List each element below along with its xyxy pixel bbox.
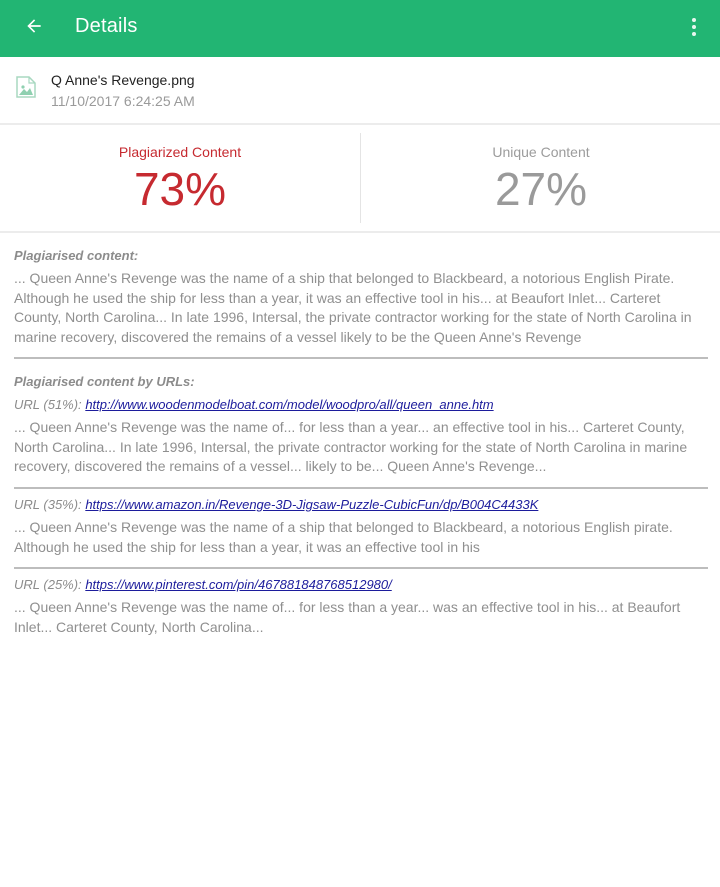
app-bar xyxy=(0,0,720,57)
more-vert-dot xyxy=(692,25,696,29)
url-result-2 xyxy=(14,492,708,557)
divider xyxy=(14,357,708,359)
plagiarised-text: ... Queen Anne's Revenge was the name of a ship that belonged to Blackbeard, a notorious English Pirate. Although he used the ship for less than a year, it was an effective tool in his... at Beaufort Inlet... Carteret County, North Carolina... In late 1996, Intersal, the private contractor working for the state of North Carolina in marine recovery, discovered the remains of a vessel likely to be the Queen Anne's Revenge xyxy=(14,270,692,345)
source-link[interactable]: https://www.amazon.in/Revenge-3D-Jigsaw-Puzzle-CubicFun/dp/B004C4433K xyxy=(85,497,539,512)
source-link[interactable]: https://www.pinterest.com/pin/467881848768512980/ xyxy=(85,577,392,592)
more-vert-dot xyxy=(692,32,696,36)
section-heading: Plagiarised content: xyxy=(14,248,139,263)
url-percent: URL (25%): xyxy=(14,577,82,592)
url-result-1 xyxy=(14,372,708,477)
url-line xyxy=(14,495,708,515)
unique-stat xyxy=(361,125,720,231)
stats-separator xyxy=(360,133,361,223)
divider xyxy=(0,231,720,233)
plagiarized-label: Plagiarized Content xyxy=(118,144,242,160)
url-percent: URL (35%): xyxy=(14,497,82,512)
unique-value: 27% xyxy=(494,163,588,215)
url-line xyxy=(14,395,708,415)
arrow-left-icon xyxy=(24,16,44,36)
divider xyxy=(14,487,708,489)
source-link[interactable]: http://www.woodenmodelboat.com/model/woodpro/all/queen_anne.htm xyxy=(85,397,494,412)
matched-text: ... Queen Anne's Revenge was the name of... for less than a year... was an effective tool in his... at Beaufort Inlet... Carteret County, North Carolina... xyxy=(14,599,681,635)
file-info xyxy=(0,57,720,124)
url-line xyxy=(14,575,708,595)
unique-label: Unique Content xyxy=(492,144,590,160)
file-name: Q Anne's Revenge.png xyxy=(51,72,195,88)
matched-text: ... Queen Anne's Revenge was the name of a ship that belonged to Blackbeard, a notorious English pirate. Although he used the ship for less than a year, it was an effective tool in his xyxy=(14,519,673,555)
back-button[interactable] xyxy=(22,14,46,38)
divider xyxy=(14,567,708,569)
plagiarized-value: 73% xyxy=(133,163,227,215)
file-date: 11/10/2017 6:24:25 AM xyxy=(51,93,195,109)
matched-text: ... Queen Anne's Revenge was the name of... for less than a year... an effective tool in his... Carteret County, North Carolina... In late 1996, Intersal, the private contractor working for the state of North Carolina in marine recovery, discovered the remains of a vessel... likely to be... Queen Anne's Revenge... xyxy=(14,419,688,474)
plagiarized-stat xyxy=(0,125,360,231)
url-percent: URL (51%): xyxy=(14,397,82,412)
more-options-button[interactable] xyxy=(684,16,704,38)
more-vert-icon xyxy=(692,18,696,22)
url-result-3 xyxy=(14,572,708,637)
page-title: Details xyxy=(75,15,138,37)
section-heading: Plagiarised content by URLs: xyxy=(14,374,195,389)
image-file-icon xyxy=(16,76,36,98)
plagiarised-content-section xyxy=(14,246,708,347)
